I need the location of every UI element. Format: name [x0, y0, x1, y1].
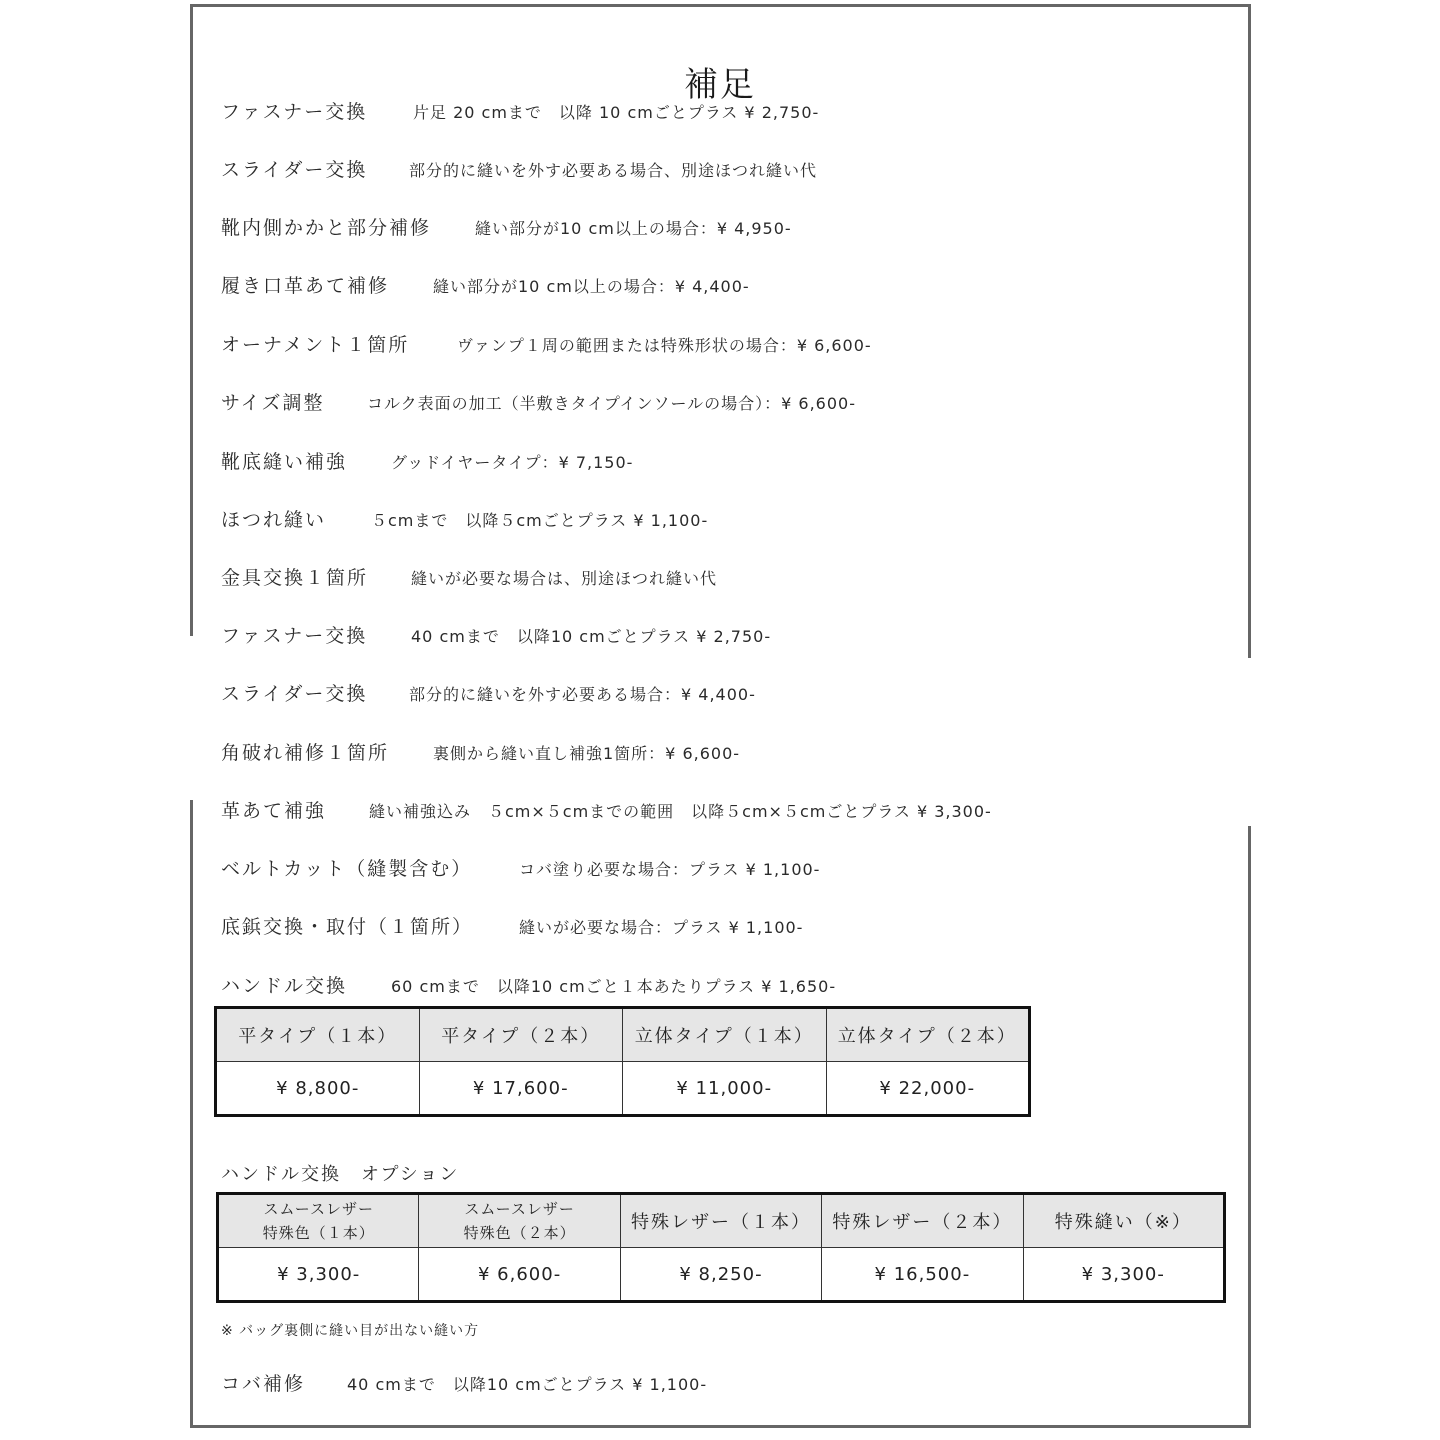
service-name: コバ補修: [221, 1373, 306, 1395]
handle-price-table: [214, 1006, 1031, 1117]
service-detail: 縫い部分が10 cm以上の場合：¥ 4,950-: [475, 219, 792, 238]
table-row: [216, 1062, 1030, 1116]
service-detail: コバ塗り必要な場合：プラス ¥ 1,100-: [519, 860, 821, 879]
service-detail: 60 cmまで 以降10 cmごと１本あたりプラス ¥ 1,650-: [391, 977, 837, 996]
frame-right-border-lower: [1248, 826, 1251, 1428]
table-cell: ¥ 16,500-: [822, 1248, 1023, 1302]
service-name: ファスナー交換: [221, 625, 368, 647]
table-cell: ¥ 11,000-: [623, 1062, 827, 1116]
table-header-row: [218, 1194, 1225, 1248]
service-name: オーナメント１箇所: [221, 334, 410, 356]
table-header-cell: 平タイプ（２本）: [419, 1008, 623, 1062]
table-header-cell: 特殊レザー（１本）: [620, 1194, 821, 1248]
table-cell: ¥ 22,000-: [826, 1062, 1030, 1116]
service-detail: 縫いが必要な場合：プラス ¥ 1,100-: [519, 918, 804, 937]
service-detail: ５cmまで 以降５cmごとプラス ¥ 1,100-: [371, 511, 709, 530]
table-cell: ¥ 17,600-: [419, 1062, 623, 1116]
frame-bottom-border: [190, 1425, 1251, 1428]
service-name: スライダー交換: [221, 683, 368, 705]
table-header-cell: 立体タイプ（２本）: [826, 1008, 1030, 1062]
service-detail: 40 cmまで 以降10 cmごとプラス ¥ 1,100-: [347, 1375, 708, 1394]
service-name: スライダー交換: [221, 159, 368, 181]
table-cell: ¥ 3,300-: [1023, 1248, 1224, 1302]
service-detail: 縫い補強込み ５cm×５cmまでの範囲 以降５cm×５cmごとプラス ¥ 3,300-: [369, 802, 992, 821]
header-line: スムースレザー: [464, 1200, 575, 1218]
frame-left-border-lower: [190, 800, 193, 1428]
header-line: スムースレザー: [263, 1200, 374, 1218]
header-line: 特殊色（２本）: [463, 1224, 576, 1242]
table-cell: ¥ 8,800-: [216, 1062, 420, 1116]
service-name: 角破れ補修１箇所: [221, 742, 390, 764]
service-name: 革あて補強: [221, 800, 327, 822]
service-name: 靴内側かかと部分補修: [221, 217, 432, 239]
table-header-cell: 平タイプ（１本）: [216, 1008, 420, 1062]
service-name: 金具交換１箇所: [221, 567, 369, 589]
service-name: ベルトカット（縫製含む）: [221, 858, 473, 880]
service-detail: グッドイヤータイプ：¥ 7,150-: [391, 453, 634, 472]
table-header-cell: [218, 1194, 419, 1248]
service-detail: ヴァンプ１周の範囲または特殊形状の場合：¥ 6,600-: [457, 336, 872, 355]
table-cell: ¥ 3,300-: [218, 1248, 419, 1302]
service-detail: 縫いが必要な場合は、別途ほつれ縫い代: [411, 569, 718, 588]
page-title: 補足: [684, 64, 756, 105]
service-detail: 縫い部分が10 cm以上の場合：¥ 4,400-: [433, 277, 750, 296]
table-cell: ¥ 6,600-: [419, 1248, 620, 1302]
service-detail: 片足 20 cmまで 以降 10 cmごとプラス ¥ 2,750-: [413, 103, 820, 122]
table-header-cell: 特殊レザー（２本）: [822, 1194, 1023, 1248]
table-cell: ¥ 8,250-: [620, 1248, 821, 1302]
option-section-label: ハンドル交換 オプション: [221, 1164, 460, 1185]
table-header-row: [216, 1008, 1030, 1062]
table-header-cell: 特殊縫い（※）: [1023, 1194, 1224, 1248]
service-detail: 部分的に縫いを外す必要ある場合、別途ほつれ縫い代: [409, 161, 818, 180]
header-line: 特殊色（１本）: [262, 1224, 375, 1242]
handle-option-table: [216, 1192, 1226, 1303]
frame-top-border: [190, 4, 1251, 7]
service-name: 靴底縫い補強: [221, 451, 348, 473]
service-detail: 部分的に縫いを外す必要ある場合：¥ 4,400-: [409, 685, 756, 704]
footnote: ※ バッグ裏側に縫い目が出ない縫い方: [221, 1323, 480, 1339]
service-detail: 裏側から縫い直し補強1箇所：¥ 6,600-: [433, 744, 741, 763]
service-name: サイズ調整: [221, 392, 325, 414]
service-detail: コルク表面の加工（半敷きタイプインソールの場合）：¥ 6,600-: [367, 394, 856, 413]
table-row: [218, 1248, 1225, 1302]
table-header-cell: 立体タイプ（１本）: [623, 1008, 827, 1062]
service-name: 履き口革あて補修: [221, 275, 390, 297]
service-name: ファスナー交換: [221, 101, 368, 123]
service-name: ほつれ縫い: [221, 509, 327, 531]
table-header-cell: [419, 1194, 620, 1248]
service-detail: 40 cmまで 以降10 cmごとプラス ¥ 2,750-: [411, 627, 772, 646]
service-name: ハンドル交換: [221, 975, 348, 997]
service-name: 底鋲交換・取付（１箇所）: [221, 916, 474, 938]
